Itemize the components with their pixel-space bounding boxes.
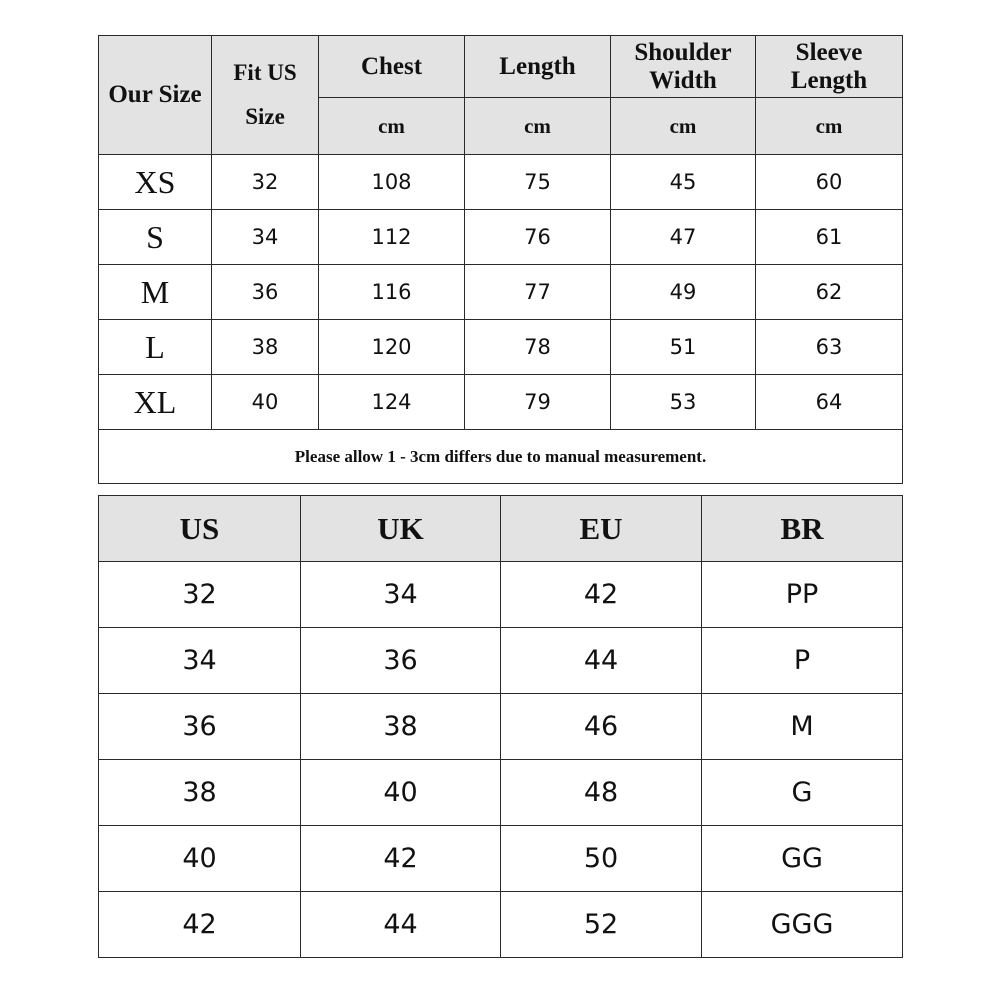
us-size-value: 34	[212, 210, 319, 265]
sleeve-value: 60	[756, 155, 903, 210]
shoulder-value: 51	[611, 320, 756, 375]
sleeve-value: 61	[756, 210, 903, 265]
table-row	[99, 628, 903, 694]
length-value: 79	[465, 375, 611, 430]
header-sleeve-line2: Length	[790, 66, 868, 94]
table-row	[99, 210, 903, 265]
chest-value: 120	[319, 320, 465, 375]
uk-value: 38	[301, 694, 501, 760]
shoulder-value: 49	[611, 265, 756, 320]
header-fit-us-line2: Size	[245, 104, 285, 129]
uk-value: 42	[301, 826, 501, 892]
us-value: 42	[99, 892, 301, 958]
eu-value: 48	[501, 760, 702, 826]
header-sleeve-line1: Sleeve	[795, 38, 863, 66]
sleeve-value: 62	[756, 265, 903, 320]
br-value: M	[702, 694, 903, 760]
header-chest-label: Chest	[360, 52, 423, 80]
us-value: 36	[99, 694, 301, 760]
header-br: BR	[702, 496, 903, 562]
eu-value: 44	[501, 628, 702, 694]
us-value: 40	[99, 826, 301, 892]
chest-value: 108	[319, 155, 465, 210]
header-our-size	[99, 36, 212, 155]
table-row	[99, 155, 903, 210]
us-value: 38	[99, 760, 301, 826]
uk-value: 36	[301, 628, 501, 694]
size-chart-table	[98, 35, 903, 484]
shoulder-value: 47	[611, 210, 756, 265]
measurement-note: Please allow 1 - 3cm differs due to manual measurement.	[99, 430, 903, 484]
header-shoulder-width	[611, 36, 756, 98]
table-row	[99, 320, 903, 375]
us-value: 34	[99, 628, 301, 694]
unit-sleeve: cm	[756, 98, 903, 155]
table-row	[99, 760, 903, 826]
length-value: 76	[465, 210, 611, 265]
length-value: 77	[465, 265, 611, 320]
br-value: P	[702, 628, 903, 694]
table-row	[99, 375, 903, 430]
table-row	[99, 826, 903, 892]
size-label: XL	[99, 375, 212, 430]
header-chest	[319, 36, 465, 98]
br-value: GGG	[702, 892, 903, 958]
shoulder-value: 45	[611, 155, 756, 210]
sleeve-value: 64	[756, 375, 903, 430]
size-label: XS	[99, 155, 212, 210]
size-label: S	[99, 210, 212, 265]
br-value: PP	[702, 562, 903, 628]
header-length-label: Length	[499, 52, 576, 80]
header-our-size-label: Our Size	[108, 81, 202, 108]
unit-chest: cm	[319, 98, 465, 155]
header-sleeve-length	[756, 36, 903, 98]
us-value: 32	[99, 562, 301, 628]
header-us: US	[99, 496, 301, 562]
sleeve-value: 63	[756, 320, 903, 375]
header-shoulder-line1: Shoulder	[634, 38, 732, 66]
table-row	[99, 265, 903, 320]
us-size-value: 38	[212, 320, 319, 375]
uk-value: 40	[301, 760, 501, 826]
size-label: M	[99, 265, 212, 320]
header-shoulder-line2: Width	[649, 66, 717, 94]
chest-value: 116	[319, 265, 465, 320]
eu-value: 52	[501, 892, 702, 958]
uk-value: 44	[301, 892, 501, 958]
header-eu: EU	[501, 496, 702, 562]
length-value: 75	[465, 155, 611, 210]
table-row	[99, 694, 903, 760]
eu-value: 46	[501, 694, 702, 760]
header-fit-us-size	[212, 36, 319, 155]
eu-value: 42	[501, 562, 702, 628]
header-length	[465, 36, 611, 98]
us-size-value: 36	[212, 265, 319, 320]
unit-shoulder: cm	[611, 98, 756, 155]
table-row	[99, 562, 903, 628]
header-uk: UK	[301, 496, 501, 562]
eu-value: 50	[501, 826, 702, 892]
header-fit-us-line1: Fit US	[233, 60, 297, 85]
size-conversion-table	[98, 495, 903, 958]
us-size-value: 32	[212, 155, 319, 210]
size-label: L	[99, 320, 212, 375]
us-size-value: 40	[212, 375, 319, 430]
uk-value: 34	[301, 562, 501, 628]
br-value: GG	[702, 826, 903, 892]
unit-length: cm	[465, 98, 611, 155]
length-value: 78	[465, 320, 611, 375]
shoulder-value: 53	[611, 375, 756, 430]
br-value: G	[702, 760, 903, 826]
chest-value: 124	[319, 375, 465, 430]
table-row	[99, 892, 903, 958]
chest-value: 112	[319, 210, 465, 265]
